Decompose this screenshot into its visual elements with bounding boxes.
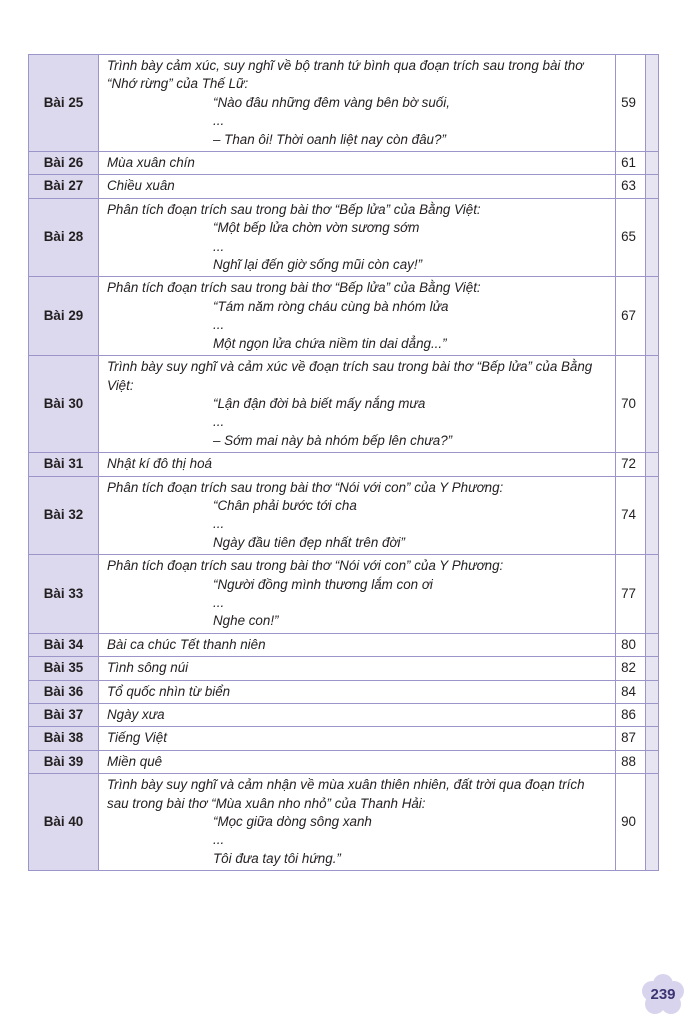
quote-line: Ngày đầu tiên đẹp nhất trên đời” <box>213 534 405 550</box>
margin-cell <box>646 152 659 175</box>
page-ref: 63 <box>616 175 646 198</box>
lesson-title <box>99 633 616 656</box>
toc-row <box>29 55 659 152</box>
title-line: Trình bày suy nghĩ và cảm xúc về đoạn trích sau trong bài thơ “Bếp lửa” của Bằng Việt: <box>107 359 593 393</box>
margin-cell <box>646 198 659 277</box>
quote-line: ... <box>213 516 225 532</box>
page-ref: 74 <box>616 476 646 555</box>
title-line: Tiếng Việt <box>107 730 167 746</box>
title-line: Miền quê <box>107 753 163 769</box>
title-line: “Nhớ rừng” của Thế Lữ: <box>107 76 249 92</box>
lesson-number: Bài 29 <box>29 277 99 356</box>
lesson-title <box>99 277 616 356</box>
toc-row <box>29 657 659 680</box>
toc-row <box>29 198 659 277</box>
quote-line: Một ngọn lửa chứa niềm tin dai dẳng...” <box>213 335 447 351</box>
margin-cell <box>646 277 659 356</box>
page-ref: 82 <box>616 657 646 680</box>
quote-line: “Chân phải bước tới cha <box>213 497 357 513</box>
toc-row <box>29 555 659 634</box>
page-ref: 86 <box>616 704 646 727</box>
quote-line: “Lận đận đời bà biết mấy nắng mưa <box>213 395 426 411</box>
title-line: Mùa xuân chín <box>107 155 195 171</box>
margin-cell <box>646 727 659 750</box>
lesson-number: Bài 33 <box>29 555 99 634</box>
lesson-title <box>99 453 616 476</box>
lesson-number: Bài 27 <box>29 175 99 198</box>
quote-line: “Mọc giữa dòng sông xanh <box>213 814 372 830</box>
page-ref: 77 <box>616 555 646 634</box>
page-ref: 80 <box>616 633 646 656</box>
lesson-title <box>99 476 616 555</box>
lesson-number: Bài 28 <box>29 198 99 277</box>
quote-line: ... <box>213 113 225 129</box>
lesson-number: Bài 37 <box>29 704 99 727</box>
lesson-number: Bài 35 <box>29 657 99 680</box>
lesson-title <box>99 356 616 453</box>
margin-cell <box>646 476 659 555</box>
page-ref: 61 <box>616 152 646 175</box>
quote-line: Tôi đưa tay tôi hứng.” <box>213 850 341 866</box>
title-line: Trình bày suy nghĩ và cảm nhận về mùa xuân thiên nhiên, đất trời qua đoạn trích <box>107 777 585 793</box>
table-of-contents <box>28 54 659 871</box>
lesson-title <box>99 727 616 750</box>
quote-line: ... <box>213 832 225 848</box>
margin-cell <box>646 680 659 703</box>
lesson-number: Bài 36 <box>29 680 99 703</box>
quote-line: ... <box>213 238 225 254</box>
lesson-number: Bài 40 <box>29 774 99 871</box>
margin-cell <box>646 453 659 476</box>
lesson-number: Bài 32 <box>29 476 99 555</box>
toc-row <box>29 633 659 656</box>
quote-line: – Sớm mai này bà nhóm bếp lên chưa?” <box>213 432 453 448</box>
title-line: Chiều xuân <box>107 178 175 194</box>
margin-cell <box>646 555 659 634</box>
toc-row <box>29 476 659 555</box>
title-line: Ngày xưa <box>107 707 165 722</box>
margin-cell <box>646 55 659 152</box>
lesson-number: Bài 25 <box>29 55 99 152</box>
quote-line: ... <box>213 594 225 610</box>
page-ref: 70 <box>616 356 646 453</box>
page-ref: 65 <box>616 198 646 277</box>
lesson-title <box>99 750 616 773</box>
title-line: Phân tích đoạn trích sau trong bài thơ “Nói với con” của Y Phương: <box>107 558 504 574</box>
page-ref: 72 <box>616 453 646 476</box>
margin-cell <box>646 356 659 453</box>
page-ref: 88 <box>616 750 646 773</box>
lesson-title <box>99 175 616 198</box>
toc-row <box>29 727 659 750</box>
quote-line: ... <box>213 414 225 430</box>
lesson-number: Bài 26 <box>29 152 99 175</box>
lesson-title <box>99 657 616 680</box>
toc-row <box>29 774 659 871</box>
lesson-number: Bài 39 <box>29 750 99 773</box>
page-number-badge <box>640 974 686 1016</box>
toc-row <box>29 704 659 727</box>
page-ref: 84 <box>616 680 646 703</box>
quote-line: “Một bếp lửa chờn vờn sương sớm <box>213 220 420 236</box>
lesson-title <box>99 704 616 727</box>
toc-row <box>29 750 659 773</box>
quote-line: Nghe con!” <box>213 613 279 629</box>
margin-cell <box>646 657 659 680</box>
lesson-title <box>99 555 616 634</box>
toc-body <box>29 55 659 871</box>
lesson-title <box>99 198 616 277</box>
title-line: Bài ca chúc Tết thanh niên <box>107 636 266 652</box>
page-number: 239 <box>650 986 676 1003</box>
title-line: Phân tích đoạn trích sau trong bài thơ “Bếp lửa” của Bằng Việt: <box>107 280 481 296</box>
margin-cell <box>646 774 659 871</box>
toc-row <box>29 152 659 175</box>
title-line: Tình sông núi <box>107 660 189 676</box>
lesson-number: Bài 34 <box>29 633 99 656</box>
toc-row <box>29 453 659 476</box>
toc-row <box>29 277 659 356</box>
lesson-number: Bài 30 <box>29 356 99 453</box>
lesson-title <box>99 55 616 152</box>
margin-cell <box>646 175 659 198</box>
title-line: Phân tích đoạn trích sau trong bài thơ “Bếp lửa” của Bằng Việt: <box>107 201 481 217</box>
quote-line: “Người đồng mình thương lắm con ơi <box>213 576 433 592</box>
title-line: Tổ quốc nhìn từ biển <box>107 683 231 699</box>
quote-line: – Than ôi! Thời oanh liệt nay còn đâu?” <box>213 131 446 147</box>
lesson-title <box>99 774 616 871</box>
lesson-number: Bài 31 <box>29 453 99 476</box>
page-ref: 90 <box>616 774 646 871</box>
page-ref: 67 <box>616 277 646 356</box>
quote-line: “Nào đâu những đêm vàng bên bờ suối, <box>213 94 450 110</box>
toc-row <box>29 356 659 453</box>
lesson-number: Bài 38 <box>29 727 99 750</box>
title-line: Trình bày cảm xúc, suy nghĩ về bộ tranh tứ bình qua đoạn trích sau trong bài thơ <box>107 58 584 73</box>
lesson-title <box>99 680 616 703</box>
title-line: Nhật kí đô thị hoá <box>107 456 212 472</box>
page-ref: 59 <box>616 55 646 152</box>
toc-row <box>29 680 659 703</box>
toc-row <box>29 175 659 198</box>
lesson-title <box>99 152 616 175</box>
title-line: sau trong bài thơ “Mùa xuân nho nhỏ” của Thanh Hải: <box>107 795 426 811</box>
title-line: Phân tích đoạn trích sau trong bài thơ “Nói với con” của Y Phương: <box>107 479 504 495</box>
page-ref: 87 <box>616 727 646 750</box>
quote-line: “Tám năm ròng cháu cùng bà nhóm lửa <box>213 298 449 314</box>
quote-line: ... <box>213 317 225 333</box>
margin-cell <box>646 633 659 656</box>
margin-cell <box>646 750 659 773</box>
margin-cell <box>646 704 659 727</box>
quote-line: Nghĩ lại đến giờ sống mũi còn cay!” <box>213 257 423 273</box>
